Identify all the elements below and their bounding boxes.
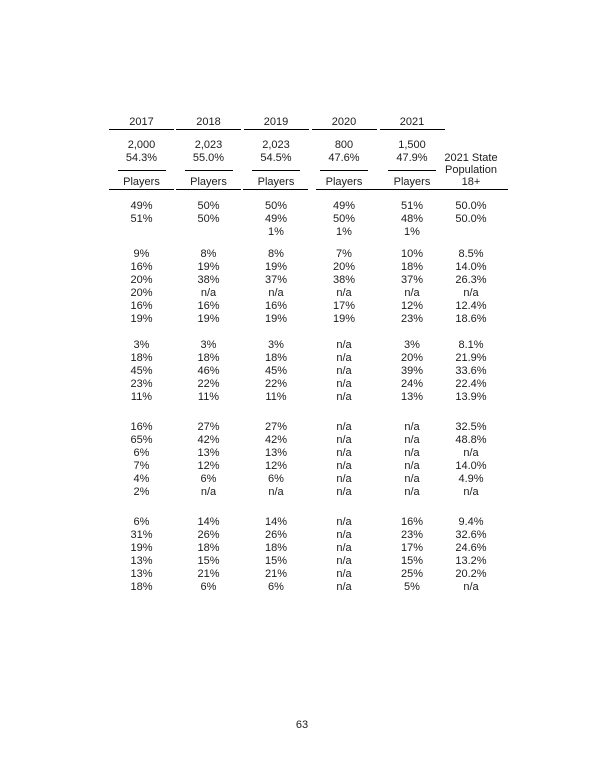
table-row (108, 200, 508, 213)
table-cell: 16% (264, 300, 288, 312)
table-cell: 18% (400, 261, 424, 273)
table-row (108, 473, 508, 486)
table-cell: n/a (336, 421, 352, 433)
table-cell: n/a (336, 555, 352, 567)
table-cell: n/a (336, 391, 352, 403)
table-cell: 14% (197, 516, 220, 528)
table-cell: 16% (130, 421, 153, 433)
table-row (108, 352, 508, 365)
table-cell: 49% (332, 200, 356, 212)
table-cell: 13.2% (455, 555, 487, 567)
sample-size-row (108, 139, 508, 152)
table-cell: 2% (133, 486, 150, 498)
year-label: 2017 (109, 116, 174, 130)
players-column-label: Players (393, 176, 431, 188)
table-row (108, 313, 508, 326)
header-rule (243, 189, 308, 190)
table-cell: 38% (332, 274, 356, 286)
table-cell: n/a (336, 516, 352, 528)
table-cell: 8.1% (458, 339, 484, 351)
table-cell: 23% (130, 378, 153, 390)
table-row (108, 274, 508, 287)
table-cell: n/a (200, 486, 217, 498)
incidence-pct: 47.9% (396, 152, 428, 164)
table-cell: 22% (264, 378, 288, 390)
table-cell: 11% (130, 391, 153, 403)
table-cell: 4.9% (458, 473, 484, 485)
table-cell: 65% (130, 434, 153, 446)
table-section (108, 248, 508, 326)
table-cell: 19% (197, 261, 220, 273)
table-cell: 15% (264, 555, 288, 567)
table-cell: 19% (130, 313, 153, 325)
table-cell: 6% (133, 516, 150, 528)
table-cell: 19% (130, 542, 153, 554)
table-section (108, 200, 508, 239)
table-cell: 32.6% (455, 529, 487, 541)
header-bottom-rules (108, 189, 508, 192)
table-cell: 13.9% (455, 391, 487, 403)
table-section (108, 339, 508, 404)
table-cell: n/a (336, 542, 352, 554)
table-cell: 17% (400, 542, 424, 554)
state-population-header-line3: 18+ (461, 176, 481, 188)
table-cell: 37% (264, 274, 288, 286)
table-cell: 51% (400, 200, 424, 212)
players-column-label: Players (123, 176, 160, 188)
table-cell: 50% (332, 213, 356, 225)
table-cell: 21.9% (455, 352, 487, 364)
table-cell: 23% (400, 529, 424, 541)
table-cell: 49% (130, 200, 153, 212)
table-cell: 11% (265, 391, 287, 403)
table-row (108, 226, 508, 239)
table-cell: 21% (197, 568, 220, 580)
table-cell: 1% (268, 226, 284, 238)
table-cell: 16% (130, 261, 153, 273)
table-cell: 22% (197, 378, 220, 390)
incidence-pct: 55.0% (192, 152, 225, 164)
table-row (108, 261, 508, 274)
table-cell: 49% (264, 213, 288, 225)
table-row (108, 213, 508, 226)
table-row (108, 529, 508, 542)
table-cell: 12.4% (455, 300, 487, 312)
header-rule (109, 189, 174, 190)
table-cell: 3% (133, 339, 150, 351)
table-cell: 13% (264, 447, 288, 459)
table-cell: 10% (400, 248, 424, 260)
table-cell: 8% (200, 248, 217, 260)
table-cell: n/a (336, 473, 352, 485)
table-cell: 18.6% (455, 313, 487, 325)
table-cell: n/a (268, 486, 284, 498)
table-cell: n/a (336, 568, 352, 580)
table-cell: 27% (264, 421, 288, 433)
table-row (108, 447, 508, 460)
state-header-spacer (440, 116, 502, 130)
table-cell: n/a (336, 460, 352, 472)
incidence-pct: 54.5% (260, 152, 292, 164)
table-cell: 38% (197, 274, 220, 286)
table-row (108, 516, 508, 529)
table-cell: 27% (197, 421, 220, 433)
table-cell (440, 226, 502, 239)
table-cell: 3% (268, 339, 284, 351)
table-row (108, 300, 508, 313)
table-row (108, 248, 508, 261)
table-cell: 18% (130, 352, 153, 364)
table-cell: 46% (197, 365, 220, 377)
table-cell: n/a (404, 460, 420, 472)
table-row (108, 542, 508, 555)
sample-size: 1,500 (398, 139, 426, 151)
table-cell: 19% (332, 313, 356, 325)
players-top-rule (252, 170, 300, 171)
table-cell: n/a (404, 421, 420, 433)
table-row (108, 581, 508, 594)
table-row (108, 555, 508, 568)
table-cell: 33.6% (455, 365, 487, 377)
table-cell: 26.3% (455, 274, 487, 286)
table-cell: n/a (404, 486, 420, 498)
table-cell: n/a (336, 352, 352, 364)
table-cell: 19% (264, 313, 288, 325)
year-label: 2020 (312, 116, 377, 130)
state-population-header-line1: 2021 State (444, 152, 498, 164)
table-cell: n/a (404, 447, 420, 459)
table-cell: 9.4% (458, 516, 484, 528)
table-cell: 13% (130, 568, 153, 580)
table-cell: 20% (130, 287, 153, 299)
page-number: 63 (295, 719, 309, 731)
table-cell: n/a (336, 581, 352, 593)
table-cell: 51% (130, 213, 153, 225)
table-cell: 13% (400, 391, 424, 403)
table-cell: 6% (200, 581, 217, 593)
table-cell: 14.0% (455, 460, 487, 472)
table-cell: 24% (400, 378, 424, 390)
table-cell: n/a (200, 287, 217, 299)
table-section (108, 421, 508, 499)
table-cell: 19% (264, 261, 288, 273)
table-cell: 48.8% (455, 434, 487, 446)
incidence-pct: 47.6% (328, 152, 360, 164)
table-cell: 6% (268, 581, 284, 593)
table-row (108, 287, 508, 300)
header-rule (316, 189, 508, 190)
players-column-label: Players (325, 176, 363, 188)
table-cell: 12% (264, 460, 288, 472)
table-cell: 3% (404, 339, 420, 351)
table-cell: 18% (197, 352, 220, 364)
table-cell: 14% (264, 516, 288, 528)
incidence-pct: 54.3% (125, 152, 158, 164)
table-cell: 50.0% (455, 213, 487, 225)
table-cell: n/a (336, 447, 352, 459)
table-row (108, 486, 508, 499)
table-cell (175, 226, 242, 239)
table-cell: 37% (400, 274, 424, 286)
table-cell: n/a (336, 365, 352, 377)
table-cell: 20% (400, 352, 424, 364)
table-cell: 6% (200, 473, 217, 485)
table-cell: 1% (336, 226, 352, 238)
players-topline-row (108, 165, 508, 176)
table-cell: n/a (336, 486, 352, 498)
table-cell: 17% (332, 300, 356, 312)
table-cell: 15% (400, 555, 424, 567)
table-cell: 11% (197, 391, 220, 403)
table-cell: n/a (404, 473, 420, 485)
table-cell: 3% (200, 339, 217, 351)
players-top-rule (388, 170, 436, 171)
table-cell: 13% (197, 447, 220, 459)
table-cell: 25% (400, 568, 424, 580)
table-cell: 32.5% (455, 421, 487, 433)
table-cell: 39% (400, 365, 424, 377)
table-cell: 7% (133, 460, 150, 472)
table-cell: 13% (130, 555, 153, 567)
table-cell: n/a (268, 287, 284, 299)
table-cell: 48% (400, 213, 424, 225)
table-row (108, 460, 508, 473)
table-cell: 6% (268, 473, 284, 485)
table-cell: 45% (264, 365, 288, 377)
table-cell: n/a (336, 529, 352, 541)
table-cell: 42% (197, 434, 220, 446)
year-label: 2019 (244, 116, 309, 130)
table-cell: 24.6% (455, 542, 487, 554)
table-cell: 31% (130, 529, 153, 541)
table-row (108, 568, 508, 581)
table-cell: 16% (130, 300, 153, 312)
table-cell: 1% (404, 226, 420, 238)
players-label-row (108, 176, 508, 189)
table-cell: 26% (197, 529, 220, 541)
table-cell: 7% (336, 248, 352, 260)
table-cell: 8.5% (458, 248, 484, 260)
table-cell: 50.0% (455, 200, 487, 212)
players-top-rule (185, 170, 233, 171)
table-cell: 50% (197, 213, 220, 225)
table-body (108, 200, 508, 594)
players-column-label: Players (190, 176, 227, 188)
table-cell: n/a (404, 434, 420, 446)
table-cell (108, 226, 175, 239)
table-cell: n/a (336, 339, 352, 351)
table-cell: 23% (400, 313, 424, 325)
table-cell: 12% (197, 460, 220, 472)
table-cell: 50% (264, 200, 288, 212)
players-column-label: Players (257, 176, 295, 188)
table-row (108, 421, 508, 434)
table-cell: 6% (133, 447, 150, 459)
table-cell: 45% (130, 365, 153, 377)
table-cell: 18% (197, 542, 220, 554)
table-cell: n/a (463, 486, 479, 498)
table-cell: 20.2% (455, 568, 487, 580)
data-table (108, 116, 508, 594)
table-row (108, 365, 508, 378)
table-cell: 21% (264, 568, 288, 580)
table-cell: 42% (264, 434, 288, 446)
year-label: 2021 (380, 116, 445, 130)
table-cell: n/a (463, 447, 479, 459)
table-cell: 20% (332, 261, 356, 273)
table-row (108, 378, 508, 391)
table-cell: 5% (404, 581, 420, 593)
table-cell: 18% (264, 542, 288, 554)
table-cell: 19% (197, 313, 220, 325)
sample-size: 800 (334, 139, 354, 151)
table-cell: n/a (336, 434, 352, 446)
table-cell: 22.4% (455, 378, 487, 390)
table-cell: 16% (400, 516, 424, 528)
players-top-rule (118, 170, 166, 171)
table-cell: 16% (197, 300, 220, 312)
table-cell: 26% (264, 529, 288, 541)
table-cell: 14.0% (455, 261, 487, 273)
table-cell: 9% (133, 248, 150, 260)
sample-size: 2,000 (127, 139, 156, 151)
table-cell: 50% (197, 200, 220, 212)
header-rule (176, 189, 241, 190)
state-population-header-line2: Population (445, 164, 497, 176)
table-row (108, 391, 508, 404)
table-cell: n/a (404, 287, 420, 299)
table-cell: 4% (133, 473, 150, 485)
table-cell: 20% (130, 274, 153, 286)
table-cell: 8% (268, 248, 284, 260)
table-cell: 18% (130, 581, 153, 593)
sample-size: 2,023 (262, 139, 290, 151)
table-row (108, 434, 508, 447)
table-section (108, 516, 508, 594)
table-cell: 12% (400, 300, 424, 312)
table-cell: n/a (463, 287, 479, 299)
table-cell: n/a (463, 581, 479, 593)
table-cell: n/a (336, 378, 352, 390)
year-header-row (108, 116, 508, 130)
players-top-rule (320, 170, 368, 171)
table-cell: n/a (336, 287, 352, 299)
table-cell: 18% (264, 352, 288, 364)
year-label: 2018 (176, 116, 241, 130)
table-cell: 15% (197, 555, 220, 567)
table-row (108, 339, 508, 352)
sample-size: 2,023 (194, 139, 223, 151)
